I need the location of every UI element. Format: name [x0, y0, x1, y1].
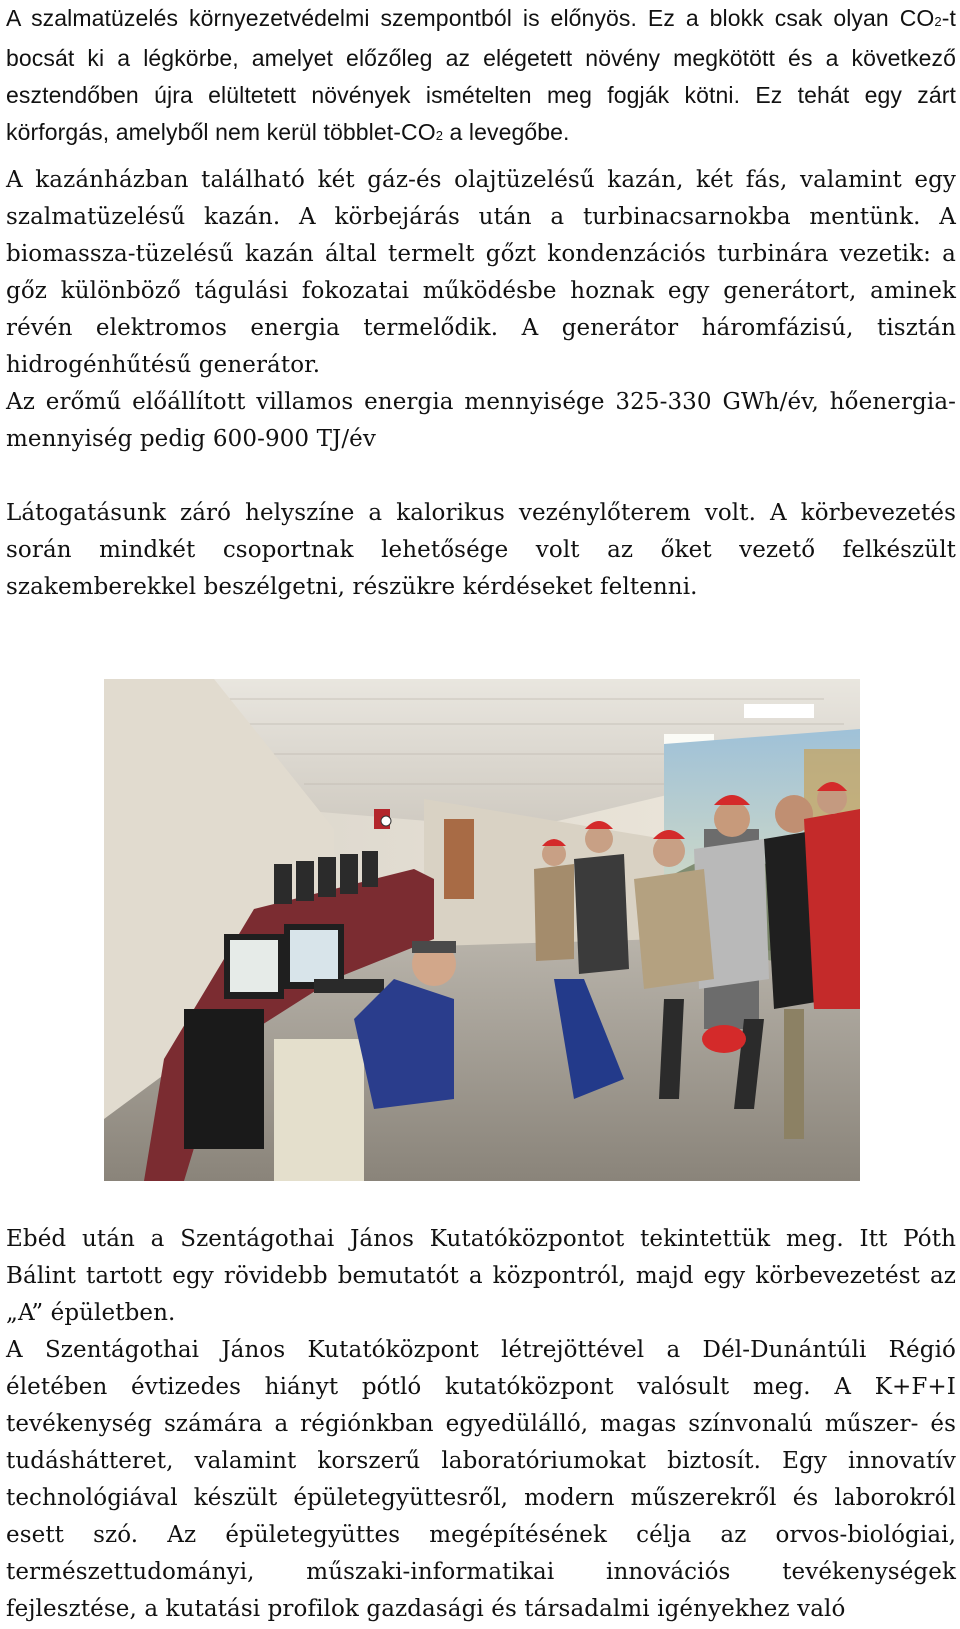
paragraph-control-room: Látogatásunk záró helyszíne a kalorikus vezénylőterem volt. A körbevezetés során mindkét csoportnak lehetősége volt az őket vezető felkészült szakemberekkel beszélgetni, részükre kérdéseket feltenni.	[6, 500, 956, 600]
document-page-bottom	[6, 1221, 956, 1628]
paragraph-straw-firing	[6, 0, 956, 154]
photo-illustration	[104, 679, 860, 1181]
document-page	[6, 0, 956, 606]
text-run: a levegőbe.	[443, 119, 570, 145]
subscript: 2	[934, 14, 942, 29]
paragraph-energy-output: Az erőmű előállított villamos energia mennyisége 325-330 GWh/év, hőenergia-mennyiség pedig 600-900 TJ/év	[6, 389, 956, 452]
text-run: -t bocsát ki a légkörbe, amelyet előzőleg az elégetett növény megkötött és a következő esztendőben újra elültetett növények ismételten meg fogják kötni. Ez tehát egy zárt körforgás, amelyből nem kerül többlet-CO	[6, 5, 956, 145]
control-room-photo	[104, 679, 860, 1181]
paragraph-research-center-visit: Ebéd után a Szentágothai János Kutatóközpontot tekintettük meg. Itt Póth Bálint tartott egy rövidebb bemutatót a központról, majd egy körbevezetést az „A” épületben.	[6, 1226, 956, 1326]
text-run: A szalmatüzelés környezetvédelmi szempontból is előnyös. Ez a blokk csak olyan CO	[6, 5, 935, 31]
subscript: 2	[435, 128, 444, 143]
paragraph-boiler-house: A kazánházban található két gáz-és olajtüzelésű kazán, két fás, valamint egy szalmatüzelésű kazán. A körbejárás után a turbinacsarnokba mentünk. A biomassza-tüzelésű kazán által termelt gőzt kondenzációs turbinára vezetik: a gőz különböző tágulási fokozatai működésbe hoznak egy generátort, aminek révén elektromos energia termelődik. A generátor háromfázisú, tisztán hidrogénhűtésű generátor.	[6, 167, 956, 378]
paragraph-research-center-description: A Szentágothai János Kutatóközpont létrejöttével a Dél-Dunántúli Régió életében évtizedes hiányt pótló kutatóközpont valósult meg. A K+F+I tevékenység számára a régiónkban egyedülálló, magas színvonalú műszer- és tudáshátteret, valamint korszerű laboratóriumokat biztosít. Egy innovatív technológiával készült épületegyüttesről, modern műszerekről és laborokról esett szó. Az épületegyüttes megépítésének célja az orvos-biológiai, természettudományi, műszaki-informatikai innovációs tevékenységek fejlesztése, a kutatási profilok gazdasági és társadalmi igényekhez való	[6, 1337, 956, 1622]
